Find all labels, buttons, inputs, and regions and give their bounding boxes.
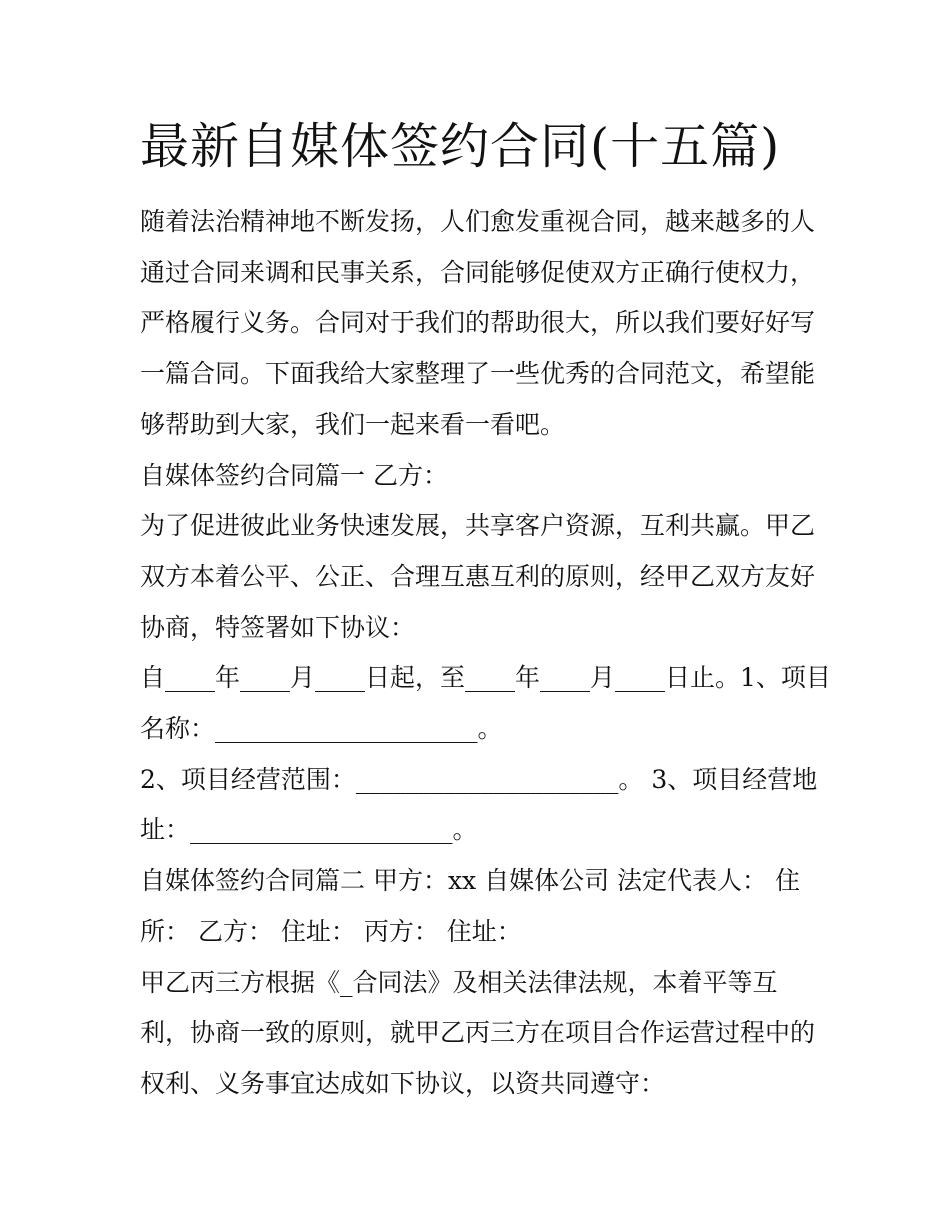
paragraph-line: 协商，特签署如下协议：	[140, 612, 416, 642]
paragraph-line: 为了促进彼此业务快速发展，共享客户资源，互利共赢。甲乙	[140, 511, 816, 541]
paragraph-line: 权利、义务事宜达成如下协议，以资共同遵守：	[140, 1068, 666, 1098]
paragraph-line: 双方本着公平、公正、合理互惠互利的原则，经甲乙双方友好	[140, 561, 816, 591]
paragraph-line: 甲乙丙三方根据《_合同法》及相关法律法规，本着平等互	[140, 967, 778, 997]
paragraph-line: 通过合同来调和民事关系，合同能够促使双方正确行使权力，	[140, 257, 816, 287]
paragraph-line: 址：_____________________。	[140, 815, 478, 845]
paragraph-line: 自媒体签约合同篇二 甲方：xx 自媒体公司 法定代表人： 住	[140, 866, 800, 896]
paragraph-line: 自____年____月____日起，至____年____月____日止。1、项目	[140, 663, 831, 693]
paragraph-line: 名称：_____________________。	[140, 714, 503, 743]
paragraph-line: 利，协商一致的原则，就甲乙丙三方在项目合作运营过程中的	[140, 1018, 816, 1048]
paragraph-line: 2、项目经营范围：_____________________。 3、项目经营地	[140, 764, 818, 794]
paragraph-line: 严格履行义务。合同对于我们的帮助很大，所以我们要好好写	[140, 308, 816, 338]
paragraph-line: 随着法治精神地不断发扬，人们愈发重视合同，越来越多的人	[140, 207, 816, 236]
paragraph-line: 自媒体签约合同篇一 乙方：	[140, 460, 448, 490]
document-title: 最新自媒体签约合同(十五篇)	[140, 118, 781, 175]
paragraph-line: 所： 乙方： 住址： 丙方： 住址：	[140, 916, 522, 946]
paragraph-line: 一篇合同。下面我给大家整理了一些优秀的合同范文，希望能	[140, 359, 816, 389]
paragraph-line: 够帮助到大家，我们一起来看一看吧。	[140, 409, 566, 439]
